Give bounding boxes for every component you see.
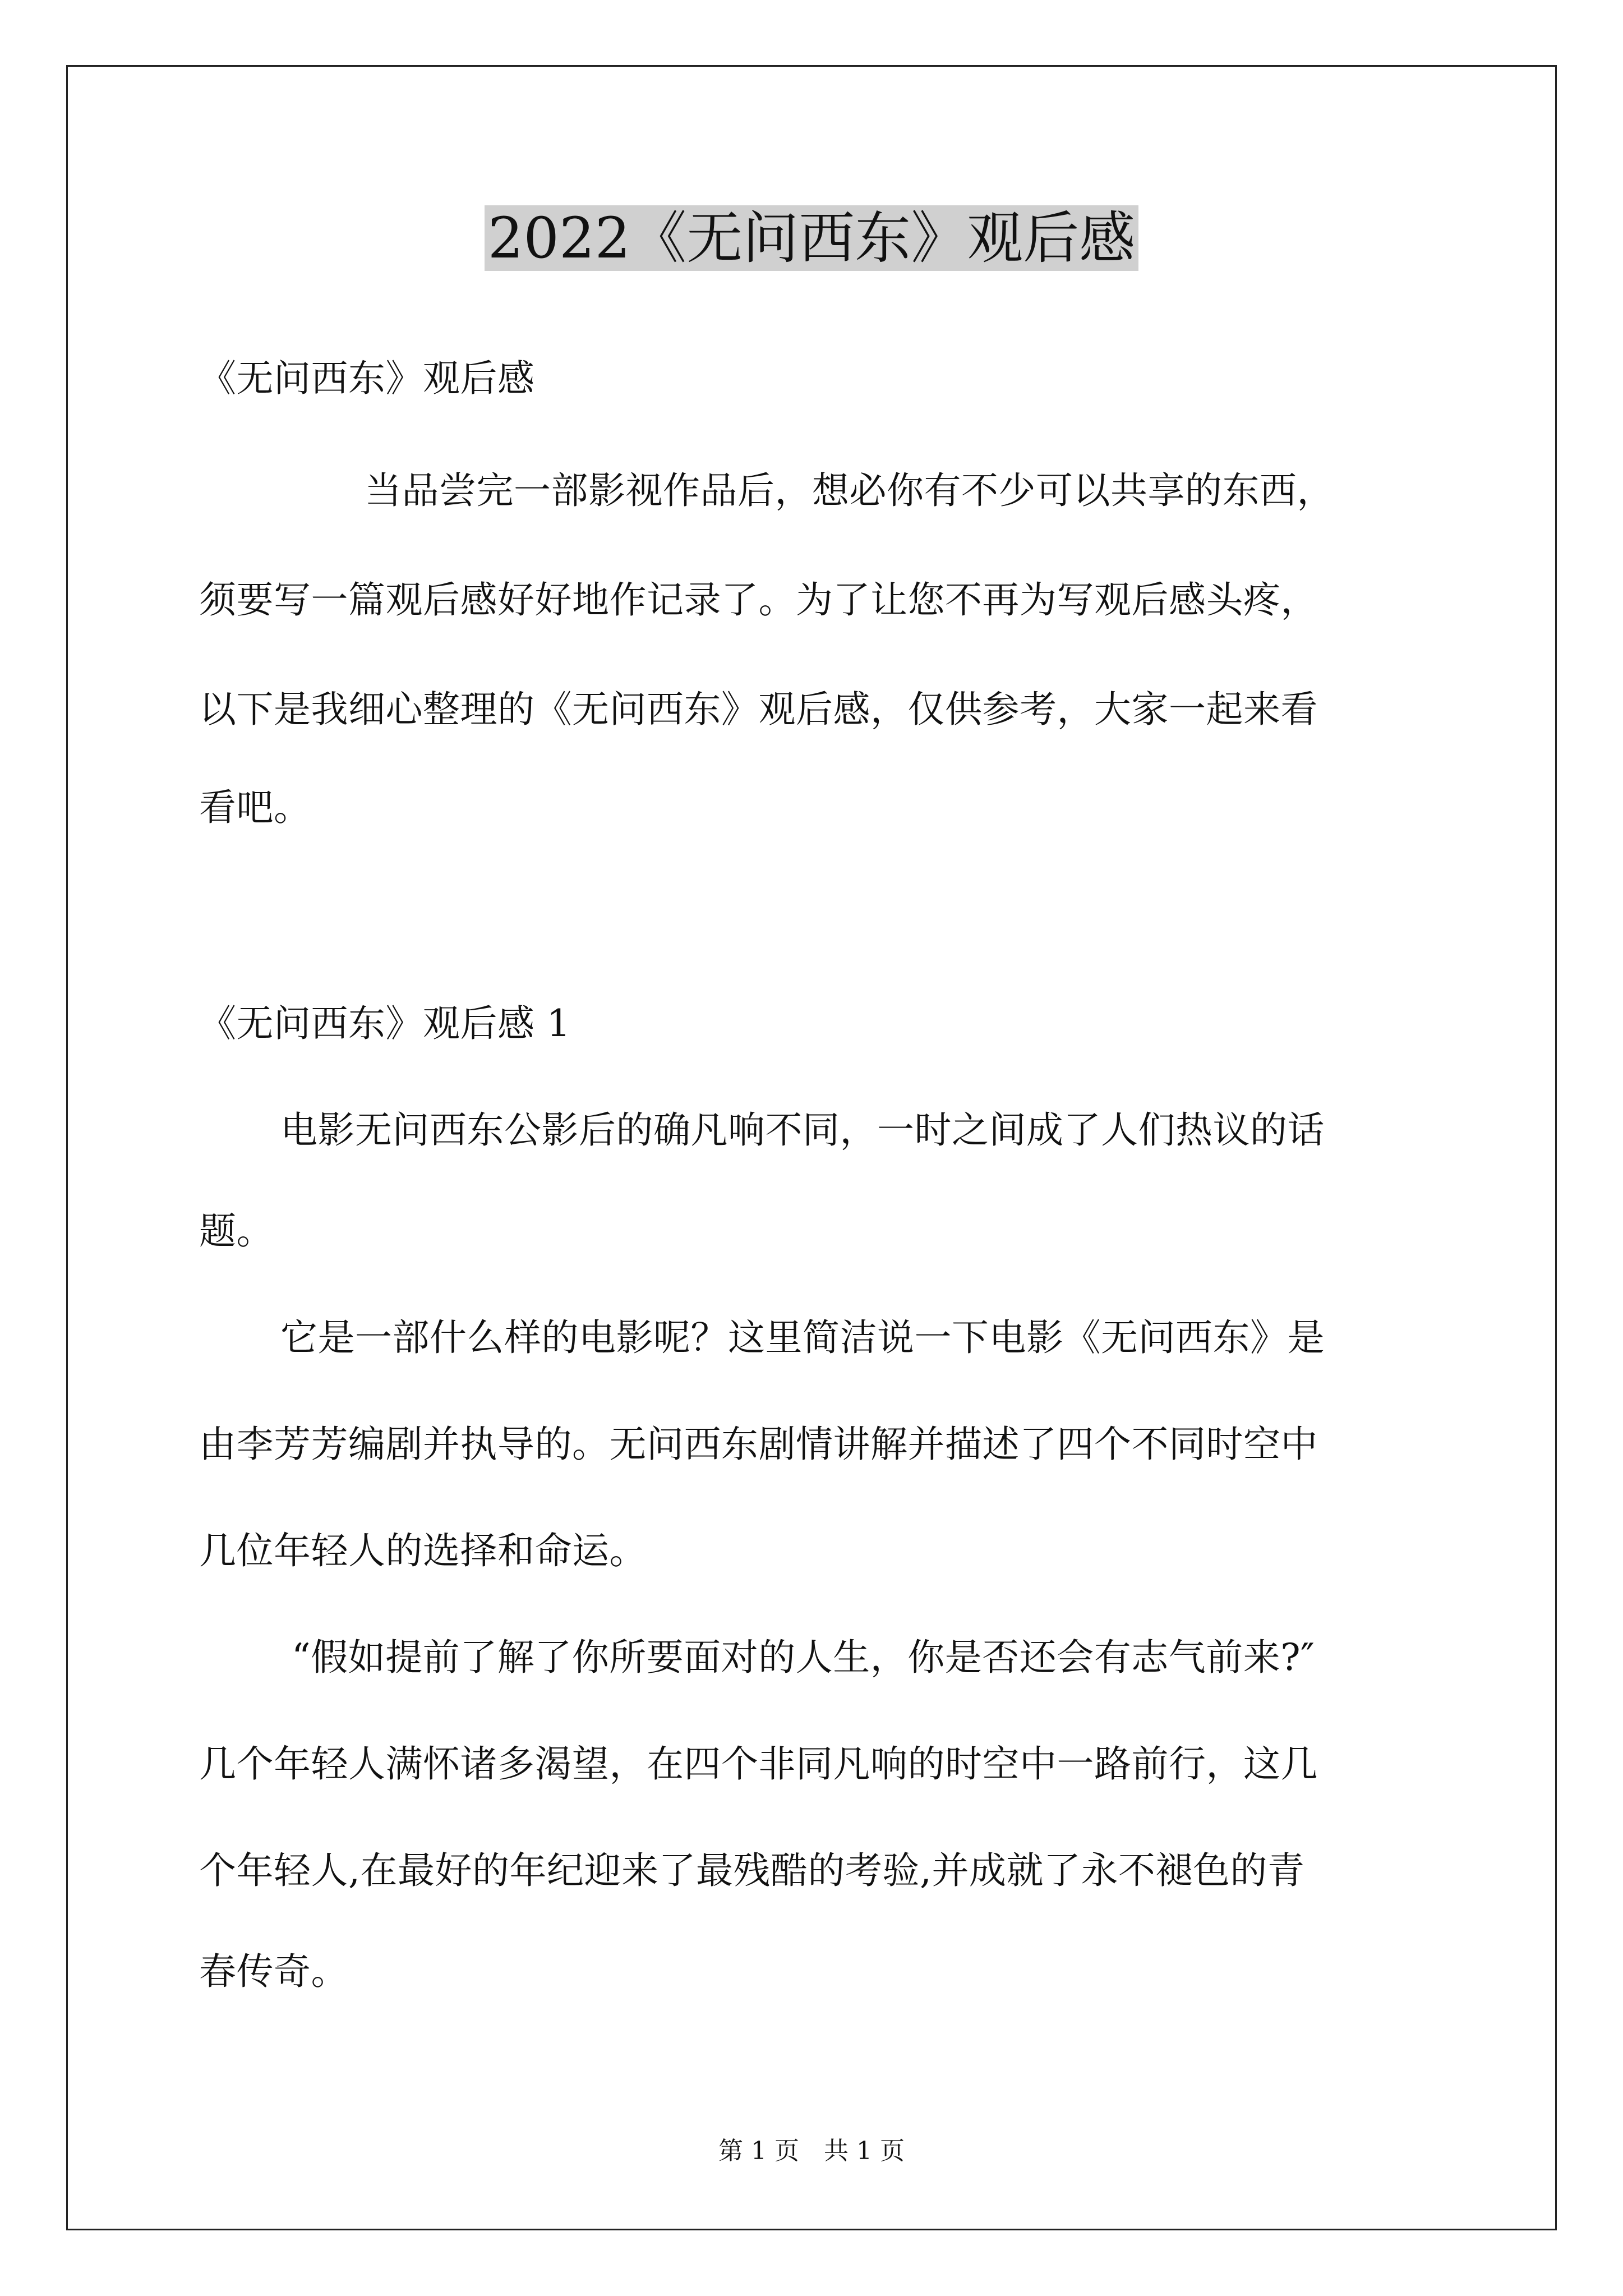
paragraph1-line-1: 电影无问西东公影后的确凡响不同，一时之间成了人们热议的话 bbox=[280, 1108, 1325, 1152]
paragraph3-line-1: “假如提前了解了你所要面对的人生，你是否还会有志气前来?″ bbox=[292, 1636, 1315, 1679]
document-title-text: 2022《无问西东》观后感 bbox=[485, 205, 1139, 271]
intro-line-4: 看吧。 bbox=[199, 786, 311, 829]
page-footer: 第 1 页 共 1 页 bbox=[718, 2137, 905, 2165]
intro-line-2: 须要写一篇观后感好好地作记录了。为了让您不再为写观后感头疼， bbox=[199, 578, 1318, 622]
paragraph1-line-2: 题。 bbox=[199, 1209, 274, 1253]
paragraph2-line-1: 它是一部什么样的电影呢？这里简洁说一下电影《无问西东》是 bbox=[280, 1316, 1325, 1359]
intro-line-1: 当品尝完一部影视作品后，想必你有不少可以共享的东西， bbox=[365, 469, 1334, 512]
paragraph2-line-3: 几位年轻人的选择和命运。 bbox=[199, 1529, 647, 1572]
paragraph2-line-2: 由李芳芳编剧并执导的。无问西东剧情讲解并描述了四个不同时空中 bbox=[199, 1423, 1318, 1466]
paragraph3-line-3: 个年轻人,在最好的年纪迎来了最残酷的考验,并成就了永不褪色的青 bbox=[199, 1849, 1305, 1892]
paragraph3-line-4: 春传奇。 bbox=[199, 1950, 348, 1993]
paragraph3-line-2: 几个年轻人满怀诸多渴望，在四个非同凡响的时空中一路前行，这几 bbox=[199, 1742, 1318, 1786]
section-heading: 《无问西东》观后感 1 bbox=[199, 1002, 571, 1045]
document-subtitle: 《无问西东》观后感 bbox=[199, 357, 535, 400]
intro-line-3: 以下是我细心整理的《无问西东》观后感，仅供参考，大家一起来看 bbox=[199, 688, 1318, 731]
document-title bbox=[0, 199, 1623, 278]
